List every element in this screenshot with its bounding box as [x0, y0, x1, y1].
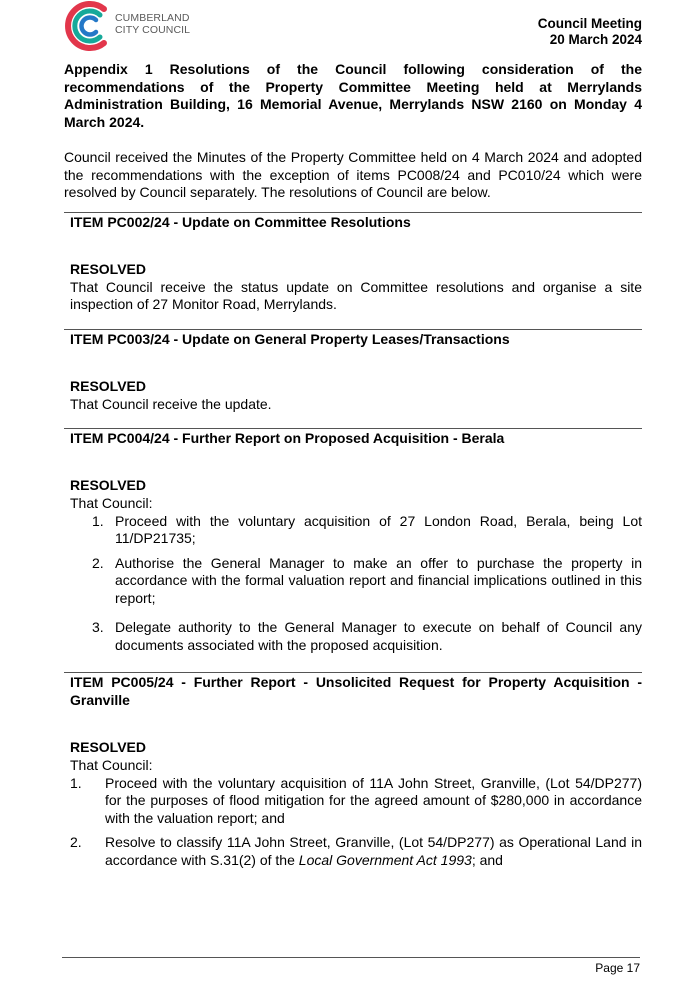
- resolution-text: That Council:: [70, 757, 153, 773]
- item-title: ITEM PC002/24 - Update on Committee Resolutions: [70, 213, 411, 230]
- meeting-info: [538, 16, 642, 48]
- logo-wordmark: [115, 12, 190, 36]
- logo-line-2: CITY COUNCIL: [115, 24, 191, 36]
- item-title: ITEM PC004/24 - Further Report on Proposed Acquisition - Berala: [70, 430, 505, 446]
- list-item: 3. Delegate authority to the General Manager to execute on behalf of Council any documents associated with the proposed acquisition.: [92, 619, 642, 653]
- resolution-list: [70, 513, 642, 655]
- resolution-text: That Council:: [70, 495, 153, 511]
- item-pc005-24: [64, 672, 642, 869]
- page-number: Page 17: [595, 961, 640, 975]
- resolution-text: That Council receive the status update on Committee resolutions and organise a site inspection of 27 Monitor Road, Merrylands.: [70, 278, 642, 312]
- resolution-text: That Council receive the update.: [70, 395, 272, 412]
- item-title: ITEM PC003/24 - Update on General Property Leases/Transactions: [70, 330, 510, 347]
- item-title: ITEM PC005/24 - Further Report - Unsolicited Request for Property Acquisition - Granville: [70, 674, 642, 708]
- appendix-heading: Appendix 1 Resolutions of the Council following consideration of the recommendations of the Property Committee Meeting held at Merrylands Administration Building, 16 Memorial Avenue, Merrylands NSW 2160 on Monday 4 March 2024.: [64, 61, 642, 130]
- list-item: 1. Proceed with the voluntary acquisition of 11A John Street, Granville, (Lot 54/DP277) for the purposes of flood mitigation for the agreed amount of $280,000 in accordance with the valuation report; and: [70, 774, 642, 826]
- list-item: 1. Proceed with the voluntary acquisition of 27 London Road, Berala, being Lot 11/DP21735;: [92, 512, 642, 546]
- list-item: 2. Authorise the General Manager to make an offer to purchase the property in accordance with the formal valuation report and financial implications outlined in this report;: [92, 554, 642, 606]
- item-pc004-24: [64, 428, 642, 654]
- resolved-label: RESOLVED: [70, 477, 146, 493]
- council-logo: [64, 0, 194, 55]
- act-title: Local Government Act 1993: [298, 851, 472, 868]
- intro-paragraph: Council received the Minutes of the Property Committee held on 4 March 2024 and adopted the recommendations with the exception of items PC008/24 and PC010/24 which were resolved by Council separately. The resolutions of Council are below.: [64, 149, 642, 200]
- resolved-label: RESOLVED: [70, 260, 146, 277]
- resolved-label: RESOLVED: [70, 377, 146, 394]
- resolved-label: RESOLVED: [70, 739, 146, 755]
- meeting-title: Council Meeting: [537, 16, 642, 31]
- list-item: 2. Resolve to classify 11A John Street, Granville, (Lot 54/DP277) as Operational Land in accordance with S.31(2) of the Local Government Act 1993; and: [70, 834, 642, 868]
- meeting-date: 20 March 2024: [549, 32, 642, 47]
- item-pc002-24: [64, 212, 642, 314]
- item-pc003-24: [64, 329, 642, 414]
- document-body: [64, 61, 642, 869]
- cumberland-c-logo-icon: [64, 0, 114, 52]
- resolution-list: [70, 775, 642, 870]
- logo-line-1: CUMBERLAND: [115, 12, 190, 24]
- footer-divider: [62, 957, 640, 958]
